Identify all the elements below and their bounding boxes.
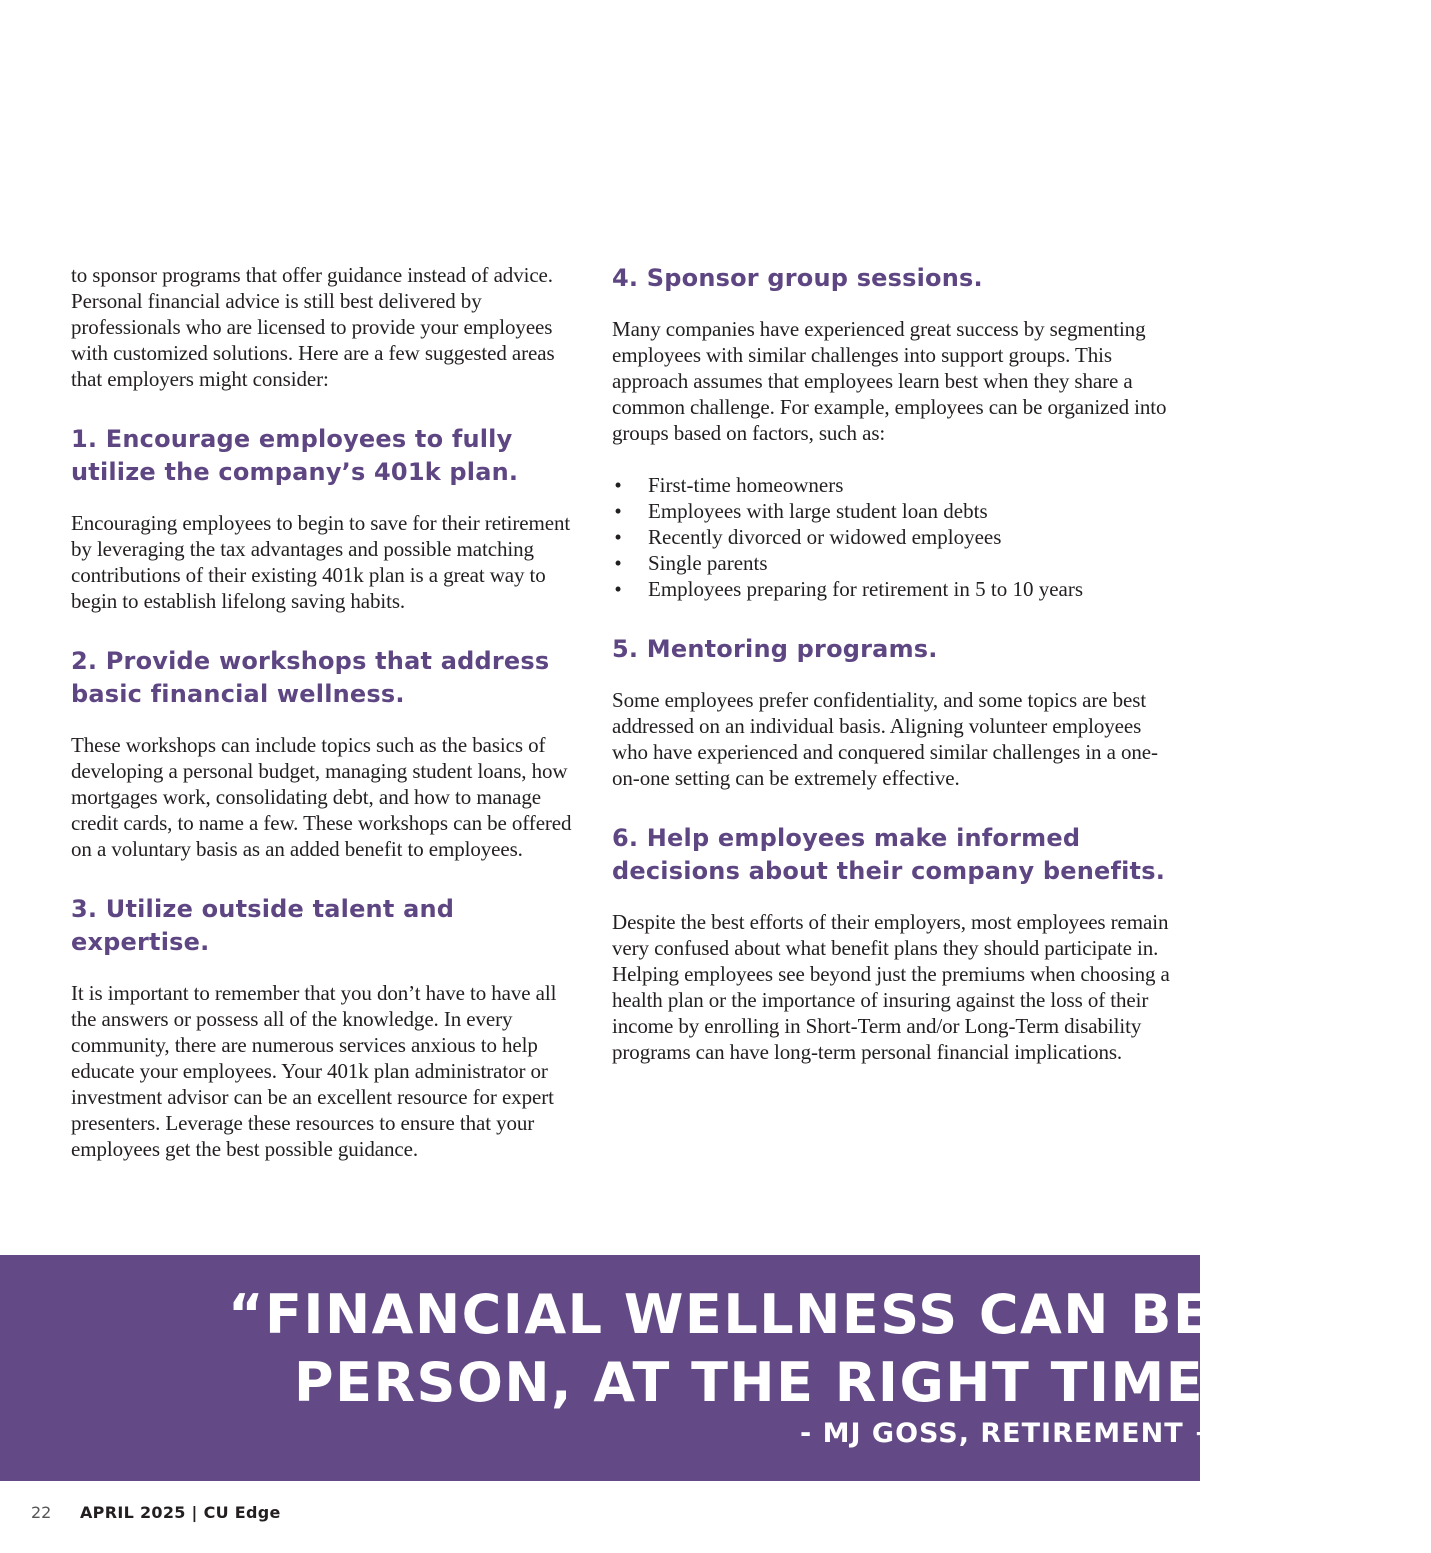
section-1-text: Encouraging employees to begin to save for their retirement by leveraging the tax advantages and possible matching contributions of their existing 401k plan is a great way to begin to establish lifelong saving habits. [71, 511, 571, 613]
section-5-heading: 5. Mentoring programs. [612, 635, 938, 663]
section-6-text: Despite the best efforts of their employers, most employees remain very confused about what benefit plans they should participate in. Helping employees see beyond just the premiums when choosing a health plan or the importance of insuring against the loss of their income by enrolling in Short-Term and/or Long-Term disability programs can have long-term personal financial implications. [612, 910, 1170, 1064]
bullet-icon: • [614, 551, 622, 575]
section-6-heading: 6. Help employees make informed decisions about their company benefits. [612, 824, 1166, 885]
list-item: • Employees preparing for retirement in 5 to 10 years [612, 576, 1172, 602]
right-column [612, 262, 1172, 1065]
section-4-text: Many companies have experienced great success by segmenting employees with similar challenges into support groups. This approach assumes that employees learn best when they share a common challenge. For example, employees can be organized into groups based on factors, such as: [612, 317, 1167, 445]
bullet-icon: • [614, 577, 622, 601]
list-item: • Single parents [612, 550, 1172, 576]
section-2-text: These workshops can include topics such as the basics of developing a personal budget, managing student loans, how mortgages work, consolidating debt, and how to manage credit cards, to name a few. These workshops can be offered on a voluntary basis as an added benefit to employees. [71, 733, 572, 861]
list-item: • First-time homeowners [612, 472, 1172, 498]
group-factors-list [612, 472, 1172, 602]
section-5-text: Some employees prefer confidentiality, and some topics are best addressed on an individual basis. Aligning volunteer employees who have experienced and conquered similar challenges in a one-on-one setting can be extremely effective. [612, 688, 1158, 790]
section-2-heading: 2. Provide workshops that address basic financial wellness. [71, 647, 550, 708]
pull-quote-attribution: - MJ GOSS, RETIREMENT + WE [800, 1418, 1279, 1449]
pull-quote-line-2: PERSON, AT THE RIGHT TIME AND C [294, 1351, 1423, 1414]
intro-paragraph: to sponsor programs that offer guidance instead of advice. Personal financial advice is still best delivered by professionals who are licensed to provide your employees with customized solutions. Here are a few suggested areas that employers might consider: [71, 263, 555, 391]
section-1-heading: 1. Encourage employees to fully utilize the company’s 401k plan. [71, 425, 519, 486]
section-3-text: It is important to remember that you don’t have to have all the answers or possess all of the knowledge. In every community, there are numerous services anxious to help educate your employees. Your 401k plan administrator or investment advisor can be an excellent resource for expert presenters. Leverage these resources to ensure that your employees get the best possible guidance. [71, 981, 557, 1161]
pull-quote-band [0, 1255, 1431, 1481]
section-3-heading: 3. Utilize outside talent and expertise. [71, 895, 455, 956]
bullet-icon: • [614, 499, 622, 523]
page-number: 22 [31, 1503, 52, 1522]
list-item: • Recently divorced or widowed employees [612, 524, 1172, 550]
section-4-heading: 4. Sponsor group sessions. [612, 264, 983, 292]
left-column [71, 262, 583, 1162]
page-footer [31, 1501, 281, 1525]
bullet-icon: • [614, 473, 622, 497]
list-item: • Employees with large student loan debts [612, 498, 1172, 524]
bullet-icon: • [614, 525, 622, 549]
pull-quote-line-1: “FINANCIAL WELLNESS CAN BE LIFE-C [228, 1283, 1431, 1346]
issue-label: APRIL 2025 | CU Edge [80, 1503, 281, 1522]
